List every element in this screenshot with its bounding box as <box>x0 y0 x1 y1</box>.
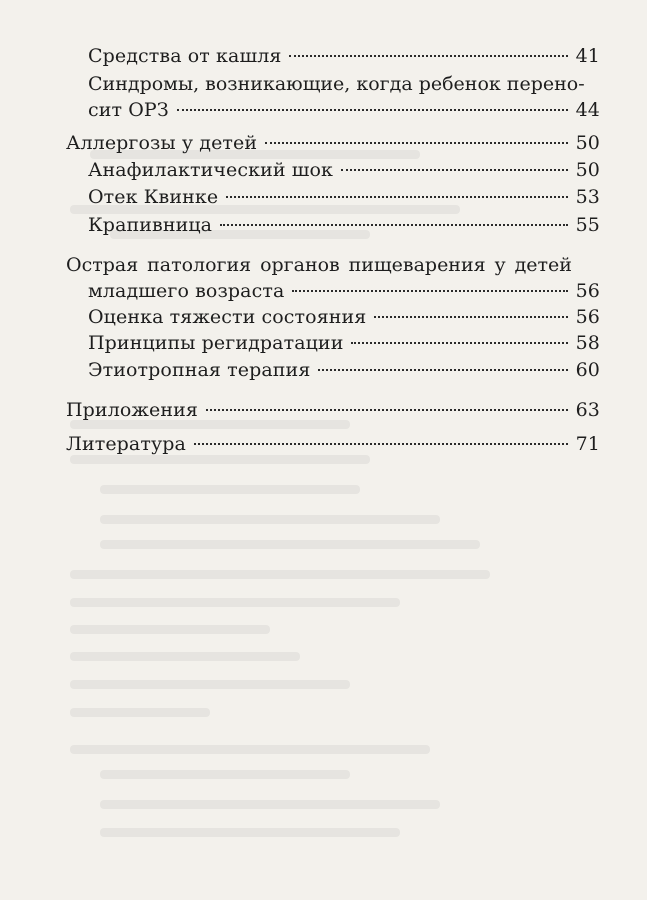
dot-leader <box>292 290 567 292</box>
toc-entry-page: 50 <box>575 132 600 154</box>
toc-entry-page: 56 <box>575 280 600 302</box>
toc-entry-page: 50 <box>575 159 600 181</box>
toc-entry-title: Литература <box>66 433 186 455</box>
toc-entry <box>88 305 600 329</box>
toc-entry <box>66 398 600 422</box>
dot-leader <box>177 109 568 111</box>
toc-entry-title-line2: младшего возраста <box>88 280 285 302</box>
toc-word: патология <box>147 254 252 276</box>
dot-leader <box>220 224 568 226</box>
toc-entry-title: Анафилактический шок <box>88 159 334 181</box>
toc-word: пищеварения <box>348 254 486 276</box>
toc-entry-title-line2: сит ОРЗ <box>88 99 169 121</box>
toc-entry-title: Этиотропная терапия <box>88 359 311 381</box>
toc-entry <box>66 131 600 155</box>
toc-word: детей <box>514 254 572 276</box>
toc-entry-page: 56 <box>575 306 600 328</box>
toc-entry <box>88 158 600 182</box>
toc-entry-title: Принципы регидратации <box>88 332 344 354</box>
toc-entry <box>88 358 600 382</box>
dot-leader <box>318 369 567 371</box>
toc-entry <box>88 44 600 68</box>
dot-leader <box>226 196 567 198</box>
toc-entry <box>66 432 600 456</box>
toc-entry <box>88 279 600 303</box>
toc-entry <box>88 98 600 122</box>
toc-entry <box>88 213 600 237</box>
toc-entry-title: Средства от кашля <box>88 45 282 67</box>
toc-entry-title-line1: Синдромы, возникающие, когда ребенок перено- <box>88 73 585 95</box>
dot-leader <box>265 142 567 144</box>
dot-leader <box>206 409 568 411</box>
toc-entry-title: Аллергозы у детей <box>66 132 258 154</box>
dot-leader <box>351 342 567 344</box>
toc-word: у <box>494 254 506 276</box>
toc-entry-title: Приложения <box>66 399 198 421</box>
toc-word: Острая <box>66 254 139 276</box>
toc-entry-page: 63 <box>575 399 600 421</box>
toc-entry-page: 71 <box>575 433 600 455</box>
toc-entry <box>88 331 600 355</box>
toc-entry-title-line1 <box>66 253 572 277</box>
toc-entry-title: Отек Квинке <box>88 186 219 208</box>
toc-entry-page: 44 <box>575 99 600 121</box>
toc-entry-page: 41 <box>575 45 600 67</box>
toc-entry <box>88 185 600 209</box>
toc-word: органов <box>260 254 340 276</box>
toc-entry-title: Крапивница <box>88 214 213 236</box>
toc-entry-page: 58 <box>575 332 600 354</box>
toc-entry-page: 53 <box>575 186 600 208</box>
toc-entry-title: Оценка тяжести состояния <box>88 306 367 328</box>
dot-leader <box>194 443 568 445</box>
toc-entry-page: 60 <box>575 359 600 381</box>
dot-leader <box>374 316 567 318</box>
toc-entry-page: 55 <box>575 214 600 236</box>
dot-leader <box>289 55 567 57</box>
dot-leader <box>341 169 568 171</box>
